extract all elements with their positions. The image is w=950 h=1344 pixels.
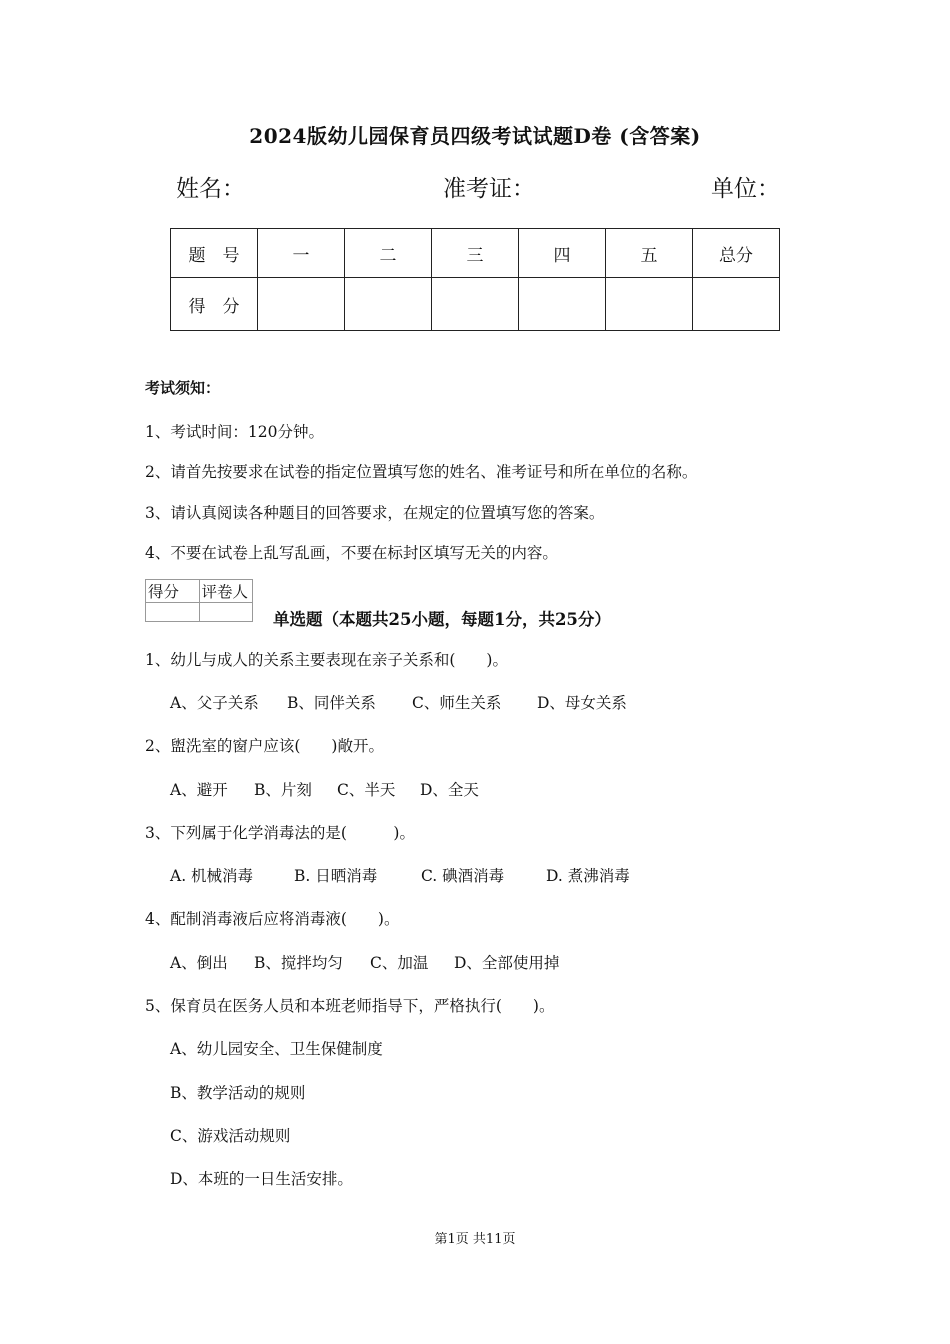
- option: C、师生关系: [412, 694, 502, 712]
- score-cell[interactable]: [345, 278, 432, 331]
- section-title: 单选题（本题共25小题，每题1分，共25分）: [273, 610, 611, 629]
- option: A、避开: [170, 781, 228, 799]
- option: A、父子关系: [170, 694, 259, 712]
- exam-id-label: 准考证：: [443, 176, 535, 202]
- question-stem: 4、配制消毒液后应将消毒液( )。: [145, 910, 400, 928]
- score-table-header-cell: 二: [345, 229, 432, 278]
- option: B、搅拌均匀: [254, 954, 343, 972]
- option: C、半天: [337, 781, 396, 799]
- score-table-header-cell: 五: [606, 229, 693, 278]
- score-table-header-cell: 题 号: [171, 229, 258, 278]
- unit-label: 单位：: [711, 176, 780, 202]
- option: C. 碘酒消毒: [421, 867, 505, 885]
- option: D、全部使用掉: [454, 954, 560, 972]
- notice-item: 4、不要在试卷上乱写乱画，不要在标封区填写无关的内容。: [145, 544, 558, 562]
- score-table-header-row: [171, 229, 780, 278]
- option: B、片刻: [254, 781, 312, 799]
- question-stem: 1、幼儿与成人的关系主要表现在亲子关系和( )。: [145, 651, 508, 669]
- name-label: 姓名：: [176, 176, 245, 202]
- candidate-info-line: [176, 170, 784, 204]
- score-table-header-cell: 三: [432, 229, 519, 278]
- grader-name-cell[interactable]: [199, 603, 253, 622]
- document-title: 2024版幼儿园保育员四级考试试题D卷 (含答案): [249, 124, 701, 148]
- score-table-header-cell: 一: [258, 229, 345, 278]
- score-table: [170, 228, 780, 331]
- page-footer: 第1页 共11页: [434, 1232, 516, 1247]
- question-stem: 3、下列属于化学消毒法的是( )。: [145, 824, 415, 842]
- option: B、同伴关系: [287, 694, 376, 712]
- option: C、加温: [370, 954, 429, 972]
- notice-item: 1、考试时间：120分钟。: [145, 423, 324, 441]
- option: A. 机械消毒: [170, 867, 254, 885]
- option: D. 煮沸消毒: [546, 867, 630, 885]
- grader-score-label: 得分: [146, 580, 200, 603]
- grader-name-label: 评卷人: [199, 580, 253, 603]
- option: B. 日晒消毒: [294, 867, 378, 885]
- score-cell[interactable]: [519, 278, 606, 331]
- score-table-score-row: [171, 278, 780, 331]
- score-table-header-cell: 四: [519, 229, 606, 278]
- option: D、本班的一日生活安排。: [170, 1170, 353, 1188]
- notice-heading: 考试须知：: [145, 379, 221, 397]
- option: D、全天: [420, 781, 479, 799]
- score-cell[interactable]: [606, 278, 693, 331]
- option: B、教学活动的规则: [170, 1084, 306, 1102]
- option: A、倒出: [170, 954, 228, 972]
- score-cell[interactable]: [693, 278, 780, 331]
- notice-item: 3、请认真阅读各种题目的回答要求，在规定的位置填写您的答案。: [145, 504, 605, 522]
- score-row-label: 得 分: [171, 278, 258, 331]
- score-table-header-cell: 总分: [693, 229, 780, 278]
- score-cell[interactable]: [432, 278, 519, 331]
- notice-item: 2、请首先按要求在试卷的指定位置填写您的姓名、准考证号和所在单位的名称。: [145, 463, 698, 481]
- question-stem: 2、盥洗室的窗户应该( )敞开。: [145, 737, 384, 755]
- grader-box: [145, 579, 253, 622]
- option: A、幼儿园安全、卫生保健制度: [170, 1040, 383, 1058]
- score-cell[interactable]: [258, 278, 345, 331]
- option: D、母女关系: [537, 694, 627, 712]
- option: C、游戏活动规则: [170, 1127, 291, 1145]
- grader-score-cell[interactable]: [146, 603, 200, 622]
- question-stem: 5、保育员在医务人员和本班老师指导下，严格执行( )。: [145, 997, 555, 1015]
